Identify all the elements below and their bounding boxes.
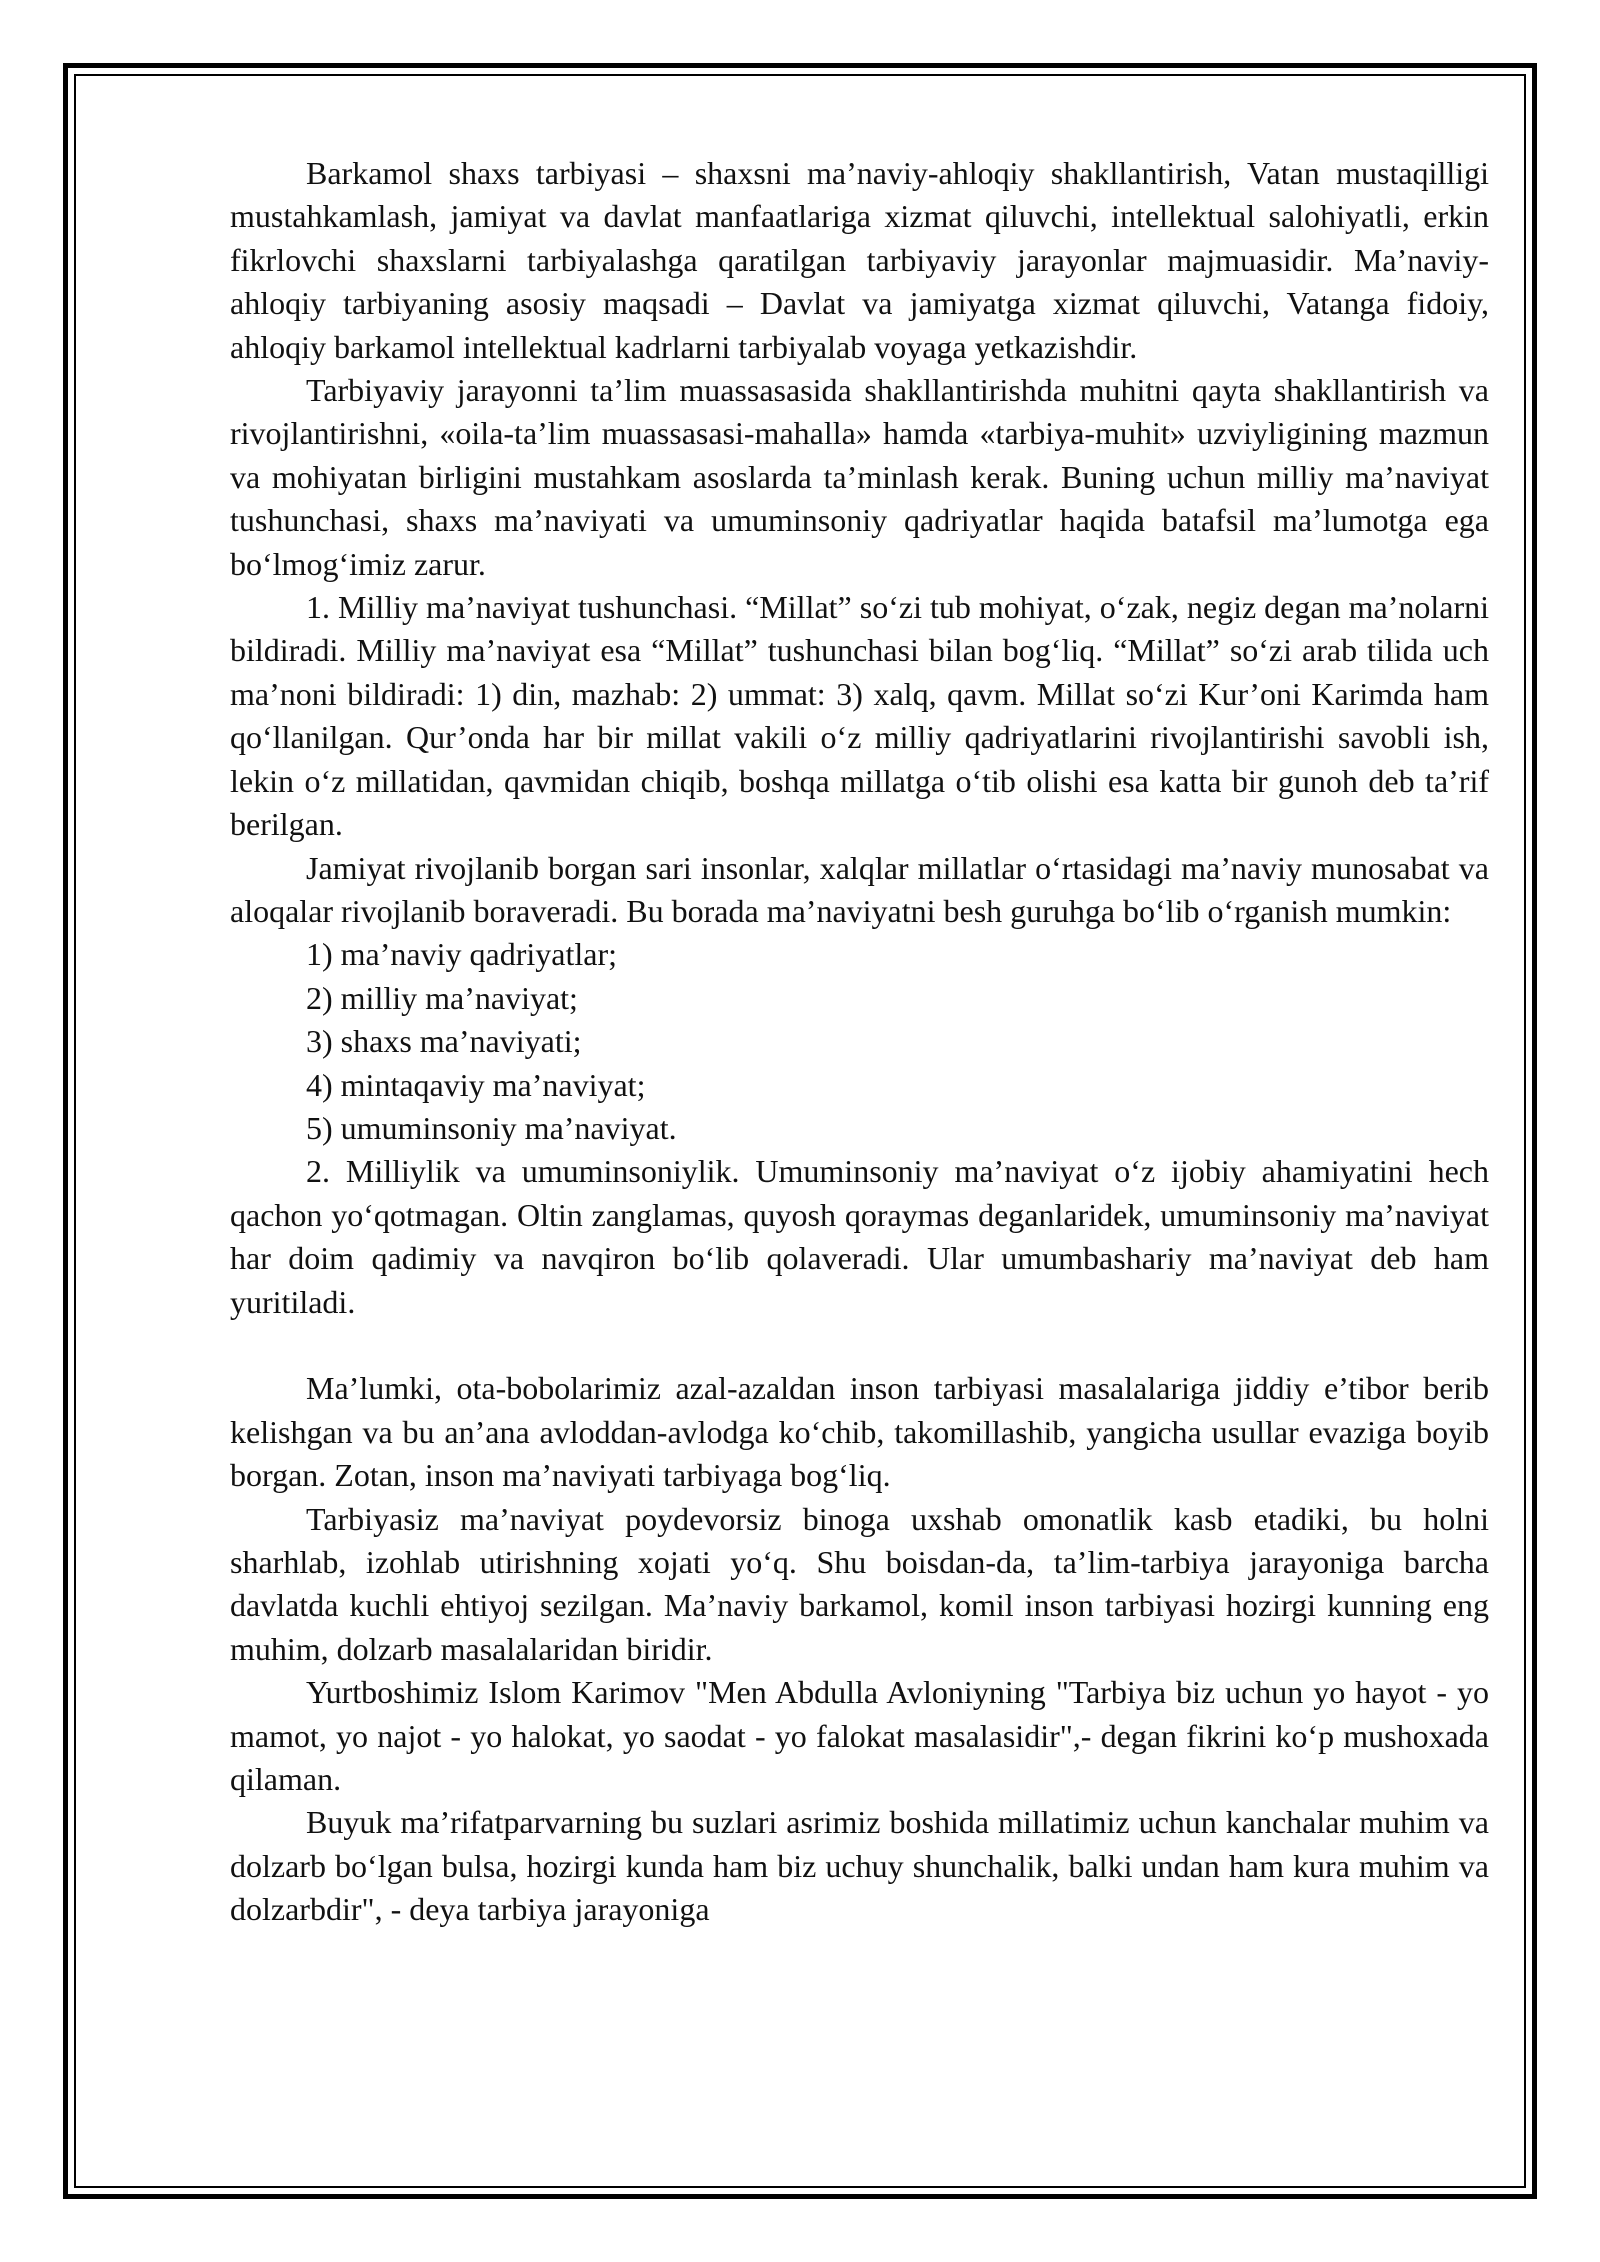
document-body [230,152,1489,1932]
list-item: 1) ma’naviy qadriyatlar; [306,936,617,973]
list-item: 2) milliy ma’naviyat; [306,979,578,1016]
paragraph-buyuk: Buyuk ma’rifatparvarning bu suzlari asrimiz boshida millatimiz uchun kanchalar muhim va dolzarb bo‘lgan bulsa, hozirgi kunda ham biz uchuy shunchalik, balki undan ham kura muhim va dolzarbdir", - deya tarbiya jarayoniga [230,1804,1489,1928]
list-item: 4) mintaqaviy ma’naviyat; [306,1066,646,1103]
list-item: 5) umuminsoniy ma’naviyat. [306,1109,677,1146]
paragraph-tarbiyaviy: Tarbiyaviy jarayonni ta’lim muassasasida shakllantirishda muhitni qayta shakllantirish va rivojlantirishni, «oila-ta’lim muassasasi-mahalla» hamda «tarbiya-muhit» uzviyligining mazmun va mohiyatan birligini mustahkam asoslarda ta’minlash kerak. Buning uchun milliy ma’naviyat tushunchasi, shaxs ma’naviyati va umuminsoniy qadriyatlar haqida batafsil ma’lumotga ega bo‘lmog‘imiz zarur. [230,372,1489,582]
paragraph-milliylik: 2. Milliylik va umuminsoniylik. Umuminsoniy ma’naviyat o‘z ijobiy ahamiyatini hech qachon yo‘qotmagan. Oltin zanglamas, quyosh qoraymas deganlaridek, umuminsoniy ma’naviyat har doim qadimiy va navqiron bo‘lib qolaveradi. Ular umumbashariy ma’naviyat deb ham yuritiladi. [230,1153,1489,1320]
section-spacer [230,1324,1489,1367]
paragraph-tarbiyasiz: Tarbiyasiz ma’naviyat poydevorsiz binoga uxshab omonatlik kasb etadiki, bu holni sharhlab, izohlab utirishning xojati yo‘q. Shu boisdan-da, ta’lim-tarbiya jarayoniga barcha davlatda kuchli ehtiyoj sezilgan. Ma’naviy barkamol, komil inson tarbiyasi hozirgi kunning eng muhim, dolzarb masalalaridan biridir. [230,1500,1489,1667]
list-item: 3) shaxs ma’naviyati; [306,1023,582,1060]
paragraph-barkamol: Barkamol shaxs tarbiyasi – shaxsni ma’naviy-ahloqiy shakllantirish, Vatan mustaqilligi mustahkamlash, jamiyat va davlat manfaatlariga xizmat qiluvchi, intellektual salohiyatli, erkin fikrlovchi shaxslarni tarbiyalashga qaratilgan tarbiyaviy jarayonlar majmuasidir. Ma’naviy-ahloqiy tarbiyaning asosiy maqsadi – Davlat va jamiyatga xizmat qiluvchi, Vatanga fidoiy, ahloqiy barkamol intellektual kadrlarni tarbiyalab voyaga yetkazishdir. [230,155,1489,365]
paragraph-jamiyat: Jamiyat rivojlanib borgan sari insonlar, xalqlar millatlar o‘rtasidagi ma’naviy munosabat va aloqalar rivojlanib boraveradi. Bu borada ma’naviyatni besh guruhga bo‘lib o‘rganish mumkin: [230,849,1489,929]
paragraph-yurtboshimiz: Yurtboshimiz Islom Karimov "Men Abdulla Avloniyning "Tarbiya biz uchun yo hayot - yo mamot, yo najot - yo halokat, yo saodat - yo falokat masalasidir",- degan fikrini ko‘p mushoxada qilaman. [230,1674,1489,1798]
paragraph-malumki: Ma’lumki, ota-bobolarimiz azal-azaldan inson tarbiyasi masalalariga jiddiy e’tibor berib kelishgan va bu an’ana avloddan-avlodga ko‘chib, takomillashib, yangicha usullar evaziga boyib borgan. Zotan, inson ma’naviyati tarbiyaga bog‘liq. [230,1370,1489,1494]
manaviyat-groups-list [230,933,1489,1150]
paragraph-milliy-manaviyat: 1. Milliy ma’naviyat tushunchasi. “Millat” so‘zi tub mohiyat, o‘zak, negiz degan ma’nolarni bildiradi. Milliy ma’naviyat esa “Millat” tushunchasi bilan bog‘liq. “Millat” so‘zi arab tilida uch ma’noni bildiradi: 1) din, mazhab: 2) ummat: 3) xalq, qavm. Millat so‘zi Kur’oni Karimda ham qo‘llanilgan. Qur’onda har bir millat vakili o‘z milliy qadriyatlarini rivojlantirishi savobli ish, lekin o‘z millatidan, qavmidan chiqib, boshqa millatga o‘tib olishi esa katta bir gunoh deb ta’rif berilgan. [230,589,1489,843]
